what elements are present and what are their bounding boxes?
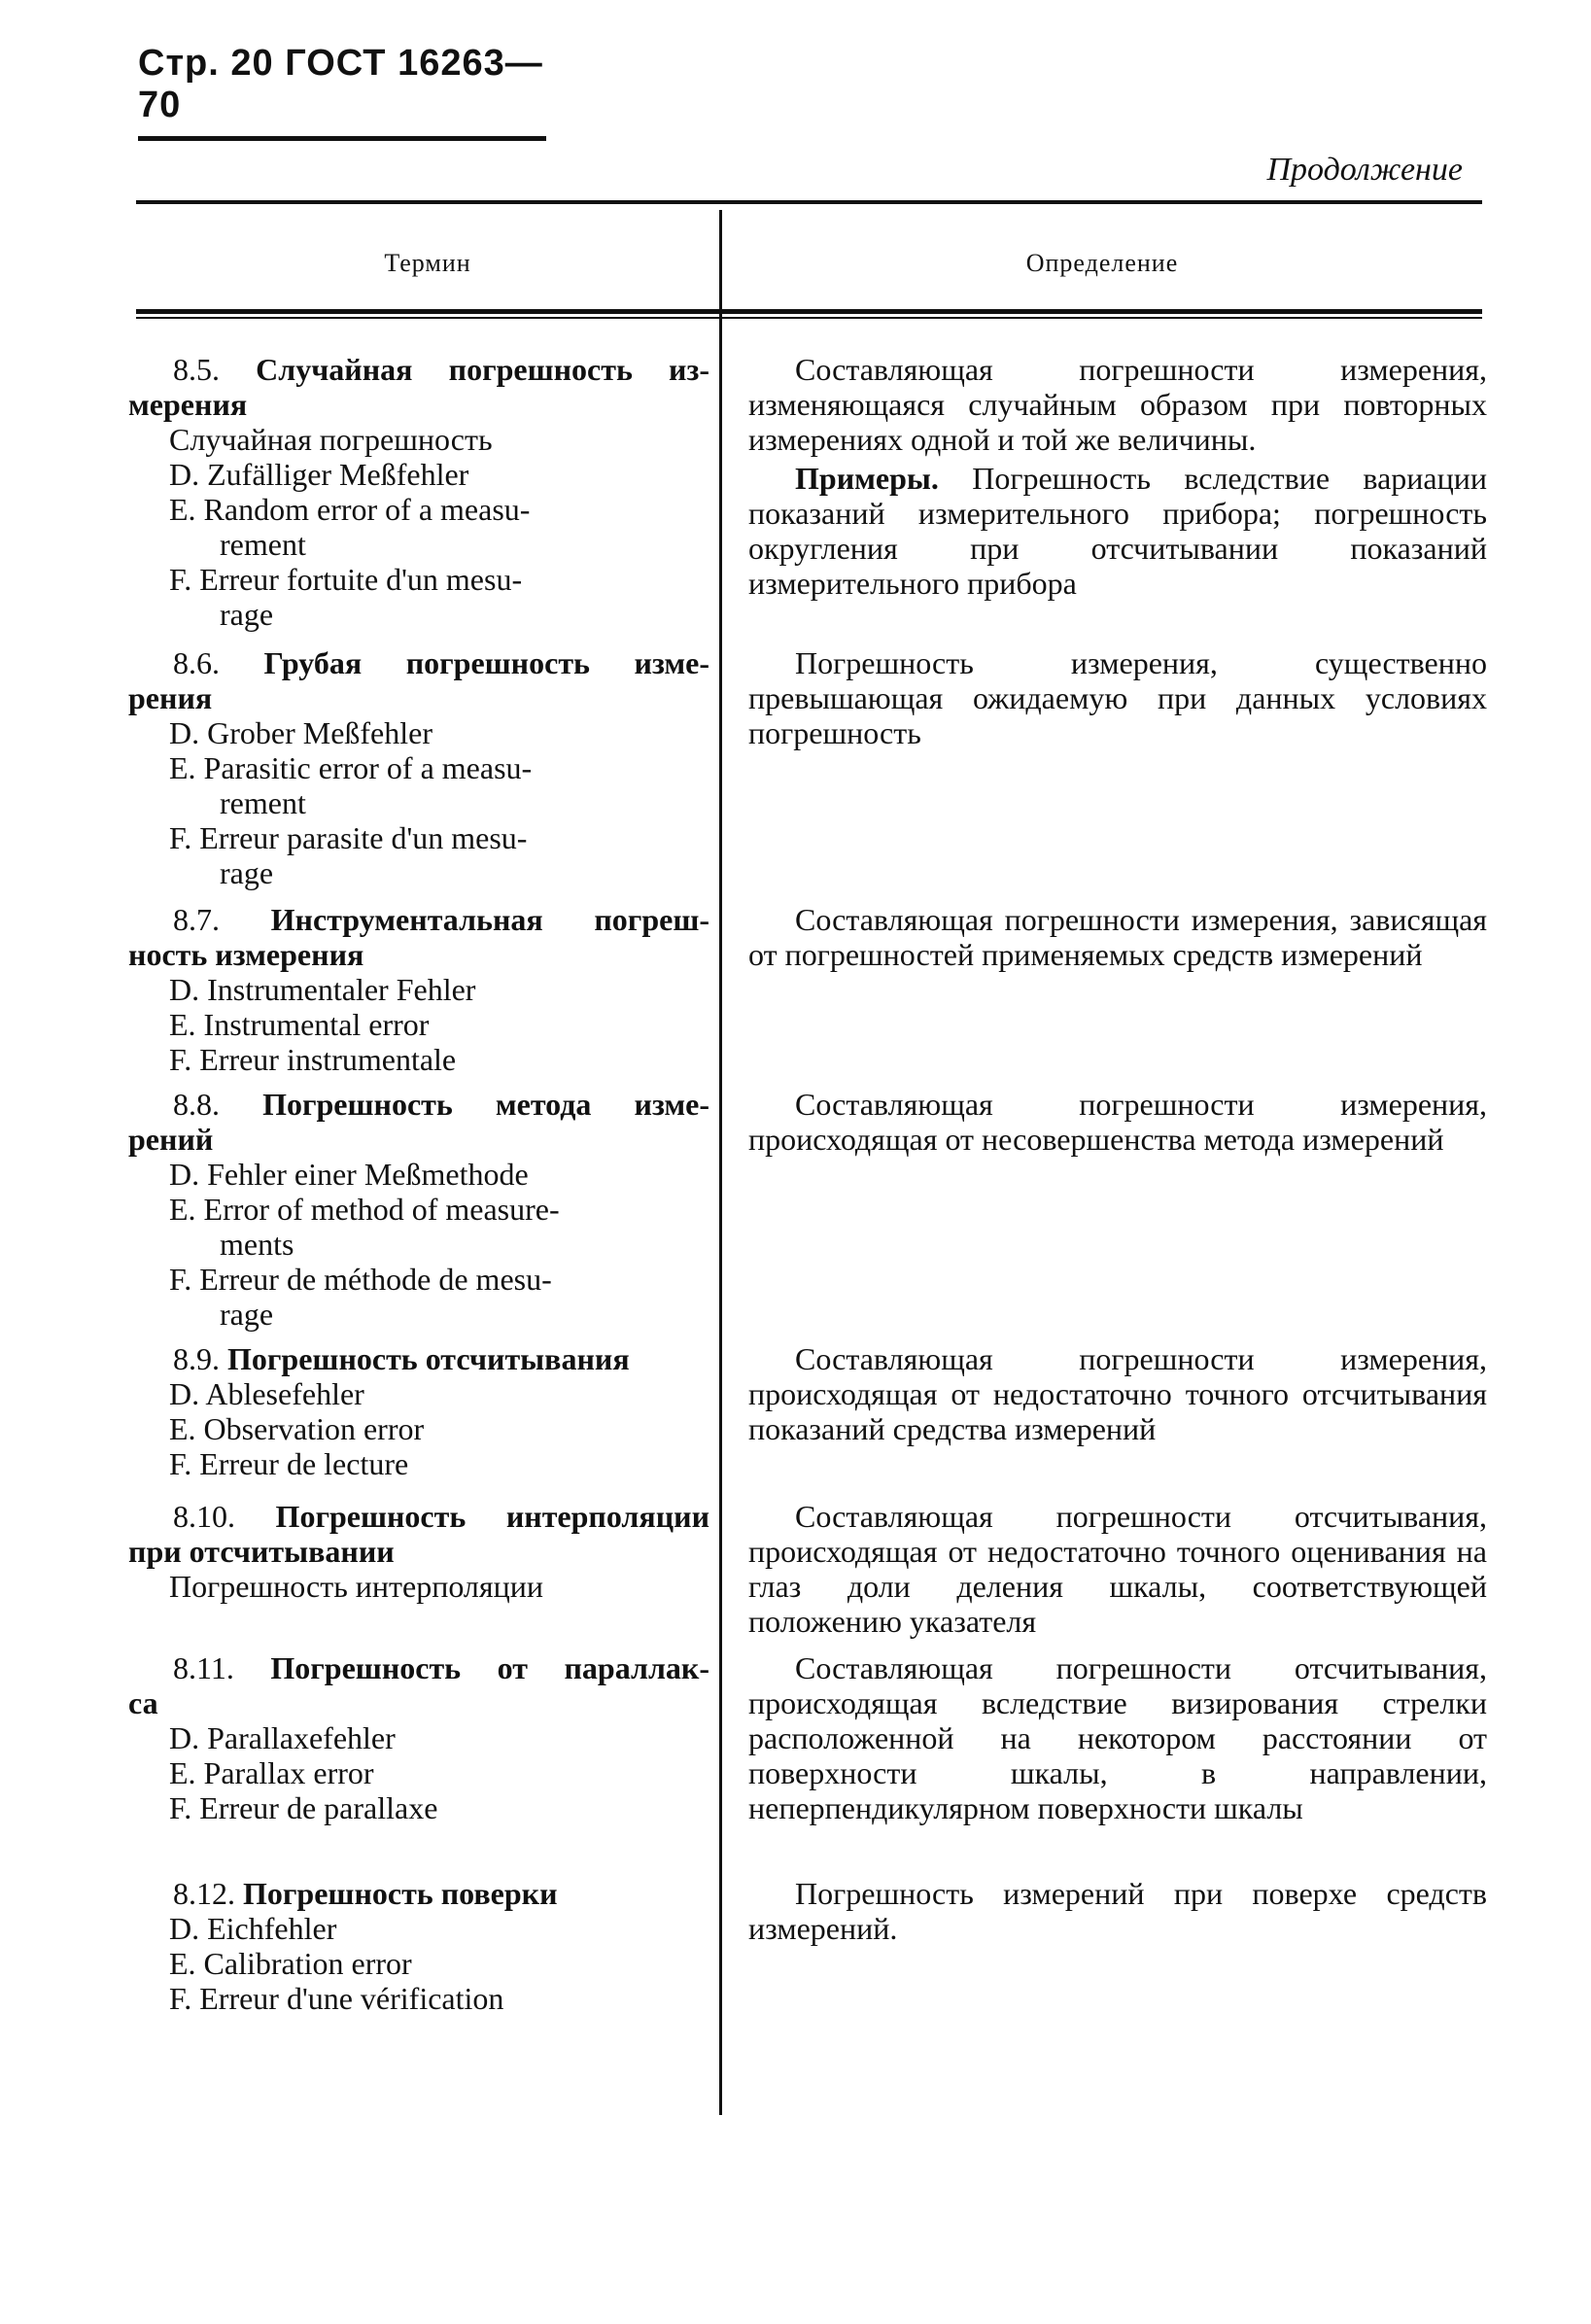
term-8-7: 8.7. Инструментальная погреш- ность измерения D. Instrumentaler Fehler E. Instrumental error F. Erreur instrumentale — [128, 902, 709, 1077]
column-header-term: Термин — [384, 249, 471, 277]
definition-8-10: Составляющая погрешности отсчитывания, происходящая от недостаточно точного оценивания на глаз доли деления шкалы, соответствующей положению указателя — [748, 1499, 1487, 1639]
continuation-label: Продолжение — [1266, 152, 1463, 188]
definition-8-6: Погрешность измерения, существенно превышающая ожидаемую при данных условиях погрешность — [748, 645, 1487, 750]
term-8-10: 8.10. Погрешность интерполяции при отсчитывании Погрешность интерполяции — [128, 1499, 709, 1604]
definition-8-12: Погрешность измерений при поверхе средств измерений. — [748, 1876, 1487, 1946]
header-rule — [136, 309, 1482, 314]
term-8-11: 8.11. Погрешность от параллак- са D. Parallaxefehler E. Parallax error F. Erreur de parallaxe — [128, 1650, 710, 1825]
definition-8-5: Составляющая погрешности измерения, изменяющаяся случайным образом при повторных измерениях одной и той же величины. Примеры. Погрешность вследствие вариации показаний измерительного прибора; погрешность округления при отсчитывании показаний измерительного прибора — [748, 352, 1487, 601]
definition-8-8: Составляющая погрешности измерения, происходящая от несовершенства метода измерений — [748, 1087, 1487, 1157]
definition-8-7: Составляющая погрешности измерения, зависящая от погрешностей применяемых средств измерений — [748, 902, 1487, 972]
column-divider — [719, 210, 722, 2115]
header-rule-thin — [136, 317, 1482, 319]
term-8-12: 8.12. Погрешность поверки D. Eichfehler E. Calibration error F. Erreur d'une vérification — [169, 1876, 558, 2016]
definition-8-11: Составляющая погрешности отсчитывания, происходящая вследствие визирования стрелки расположенной на некотором расстоянии от поверхности шкалы, в направлении, неперпендикулярном поверхности шкалы — [748, 1650, 1487, 1825]
table-top-rule — [136, 200, 1482, 204]
definition-8-9: Составляющая погрешности измерения, происходящая от недостаточно точного отсчитывания показаний средства измерений — [748, 1341, 1487, 1446]
term-8-8: 8.8. Погрешность метода изме- рений D. Fehler einer Meßmethode E. Error of method of measure- ments F. Erreur de méthode de mesu- rage — [128, 1087, 710, 1332]
term-8-9: 8.9. Погрешность отсчитывания D. Ablesefehler E. Observation error F. Erreur de lecture — [169, 1341, 630, 1481]
term-8-5: 8.5. Случайная погрешность из- мерения Случайная погрешность D. Zufälliger Meßfehler E. Random error of a measu- rement F. Erreur fortuite d'un mesu- rage — [128, 352, 710, 632]
term-8-6: 8.6. Грубая погрешность изме- рения D. Grober Meßfehler E. Parasitic error of a measu- rement F. Erreur parasite d'un mesu- rage — [128, 645, 710, 890]
column-header-definition: Определение — [1025, 249, 1179, 277]
page-header: Стр. 20 ГОСТ 16263—70 — [138, 43, 546, 141]
